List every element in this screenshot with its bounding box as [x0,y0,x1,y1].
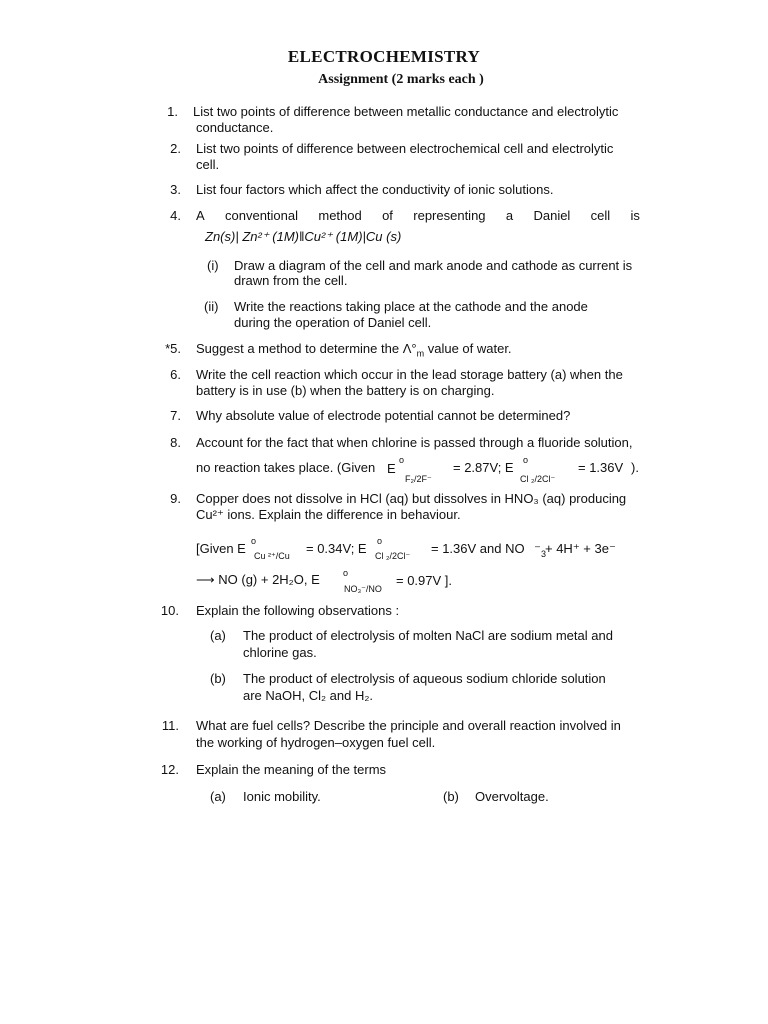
subquestion-text: chlorine gas. [243,645,317,660]
question-text: no reaction takes place. (Given [196,460,376,475]
given-data: + 4H⁺ + 3e⁻ [545,541,616,556]
potential-value: = 2.87V; E [453,460,514,475]
subquestion-text: The product of electrolysis of molten NaCl are sodium metal and [243,628,613,643]
question-text: Write the cell reaction which occur in the lead storage battery (a) when the [196,367,623,382]
question-number: 3. [170,182,181,197]
reaction-line: ⟶ NO (g) + 2H₂O, E [196,572,320,587]
electrode-couple: Cl ₂/2Cl⁻ [520,474,556,484]
question-text: List two points of difference between electrochemical cell and electrolytic [196,141,614,156]
subquestion-text: Draw a diagram of the cell and mark anode and cathode as current is [234,258,633,273]
question-text: Explain the meaning of the terms [196,762,387,777]
question-text: Copper does not dissolve in HCl (aq) but dissolves in HNO₃ (aq) producing [196,491,627,506]
word: method [318,208,362,223]
word: conventional [225,208,299,223]
subquestion-text: are NaOH, Cl₂ and H₂. [243,688,374,703]
question-text: List two points of difference between metallic conductance and electrolytic [193,104,619,119]
question-number: 1. [167,104,178,119]
degree-mark: o [377,536,383,546]
question-number: 6. [170,367,181,382]
subquestion-number: (b) [210,671,226,686]
question-text-part: value of water. [427,341,512,356]
subquestion-text: Ionic mobility. [243,789,321,804]
degree-mark: o [399,455,405,465]
word: A [196,208,205,223]
ion-charge: – [535,541,541,551]
electrode-couple: F₂/2F⁻ [405,474,432,484]
word: a [505,208,514,223]
page-subtitle: Assignment (2 marks each ) [318,72,484,87]
subquestion-text: Write the reactions taking place at the cathode and the anode [234,299,588,314]
potential-value: = 1.36V and NO [431,541,525,556]
subquestion-number: (b) [443,789,459,804]
question-text: Cu²⁺ ions. Explain the difference in behaviour. [196,507,461,522]
subquestion-number: (i) [207,258,219,273]
subquestion-text: drawn from the cell. [234,273,348,288]
question-number: 8. [170,435,181,450]
cell-notation: Zn(s)| Zn²⁺ (1M)‖Cu²⁺ (1M)|Cu (s) [205,229,402,244]
word: representing [413,208,486,223]
electrode-couple: Cl ₂/2Cl⁻ [375,551,411,561]
word: Daniel [533,208,571,223]
question-text-part: Suggest a method to determine the [196,341,400,356]
question-text: the working of hydrogen–oxygen fuel cell. [196,735,436,750]
potential-value: = 0.34V; E [306,541,367,556]
question-text: Explain the following observations : [196,603,400,618]
question-text: Account for the fact that when chlorine is passed through a fluoride solution, [196,435,633,450]
question-text [196,341,512,359]
degree-mark: o [523,455,529,465]
word: of [382,208,393,223]
word: cell [590,208,611,223]
subscript: 3 [541,549,547,559]
molar-conductivity-symbol: Λ° [402,341,417,356]
subscript: m [416,348,425,359]
potential-value: = 0.97V ]. [396,573,453,588]
question-text: cell. [196,157,220,172]
question-text [196,208,640,223]
question-number: 2. [170,141,181,156]
question-number: 11. [161,718,179,733]
electrode-couple: NO₃⁻/NO [344,584,382,594]
potential-value: = 1.36V [578,460,624,475]
subquestion-text: Overvoltage. [475,789,549,804]
subquestion-number: (a) [210,789,226,804]
question-number: 12. [160,762,179,777]
degree-mark: o [343,568,349,578]
question-number: *5. [165,341,181,356]
question-text: conductance. [196,120,274,135]
subquestion-number: (a) [210,628,226,643]
word: is [630,208,640,223]
subquestion-number: (ii) [204,299,219,314]
question-text: Why absolute value of electrode potential cannot be determined? [196,408,571,423]
question-number: 7. [170,408,181,423]
question-number: 9. [170,491,181,506]
question-text: What are fuel cells? Describe the principle and overall reaction involved in [196,718,621,733]
question-number: 4. [170,208,181,223]
given-data: [Given E [196,541,246,556]
electrode-couple: Cu ²⁺/Cu [254,551,290,561]
question-text-part: ). [631,460,639,475]
question-number: 10. [160,603,179,618]
subquestion-text: during the operation of Daniel cell. [234,315,432,330]
question-text: battery is in use (b) when the battery is on charging. [196,383,495,398]
question-text: List four factors which affect the conductivity of ionic solutions. [196,182,554,197]
potential-symbol: E [387,461,396,476]
degree-mark: o [251,536,257,546]
page-title: ELECTROCHEMISTRY [287,47,481,66]
subquestion-text: The product of electrolysis of aqueous sodium chloride solution [243,671,606,686]
